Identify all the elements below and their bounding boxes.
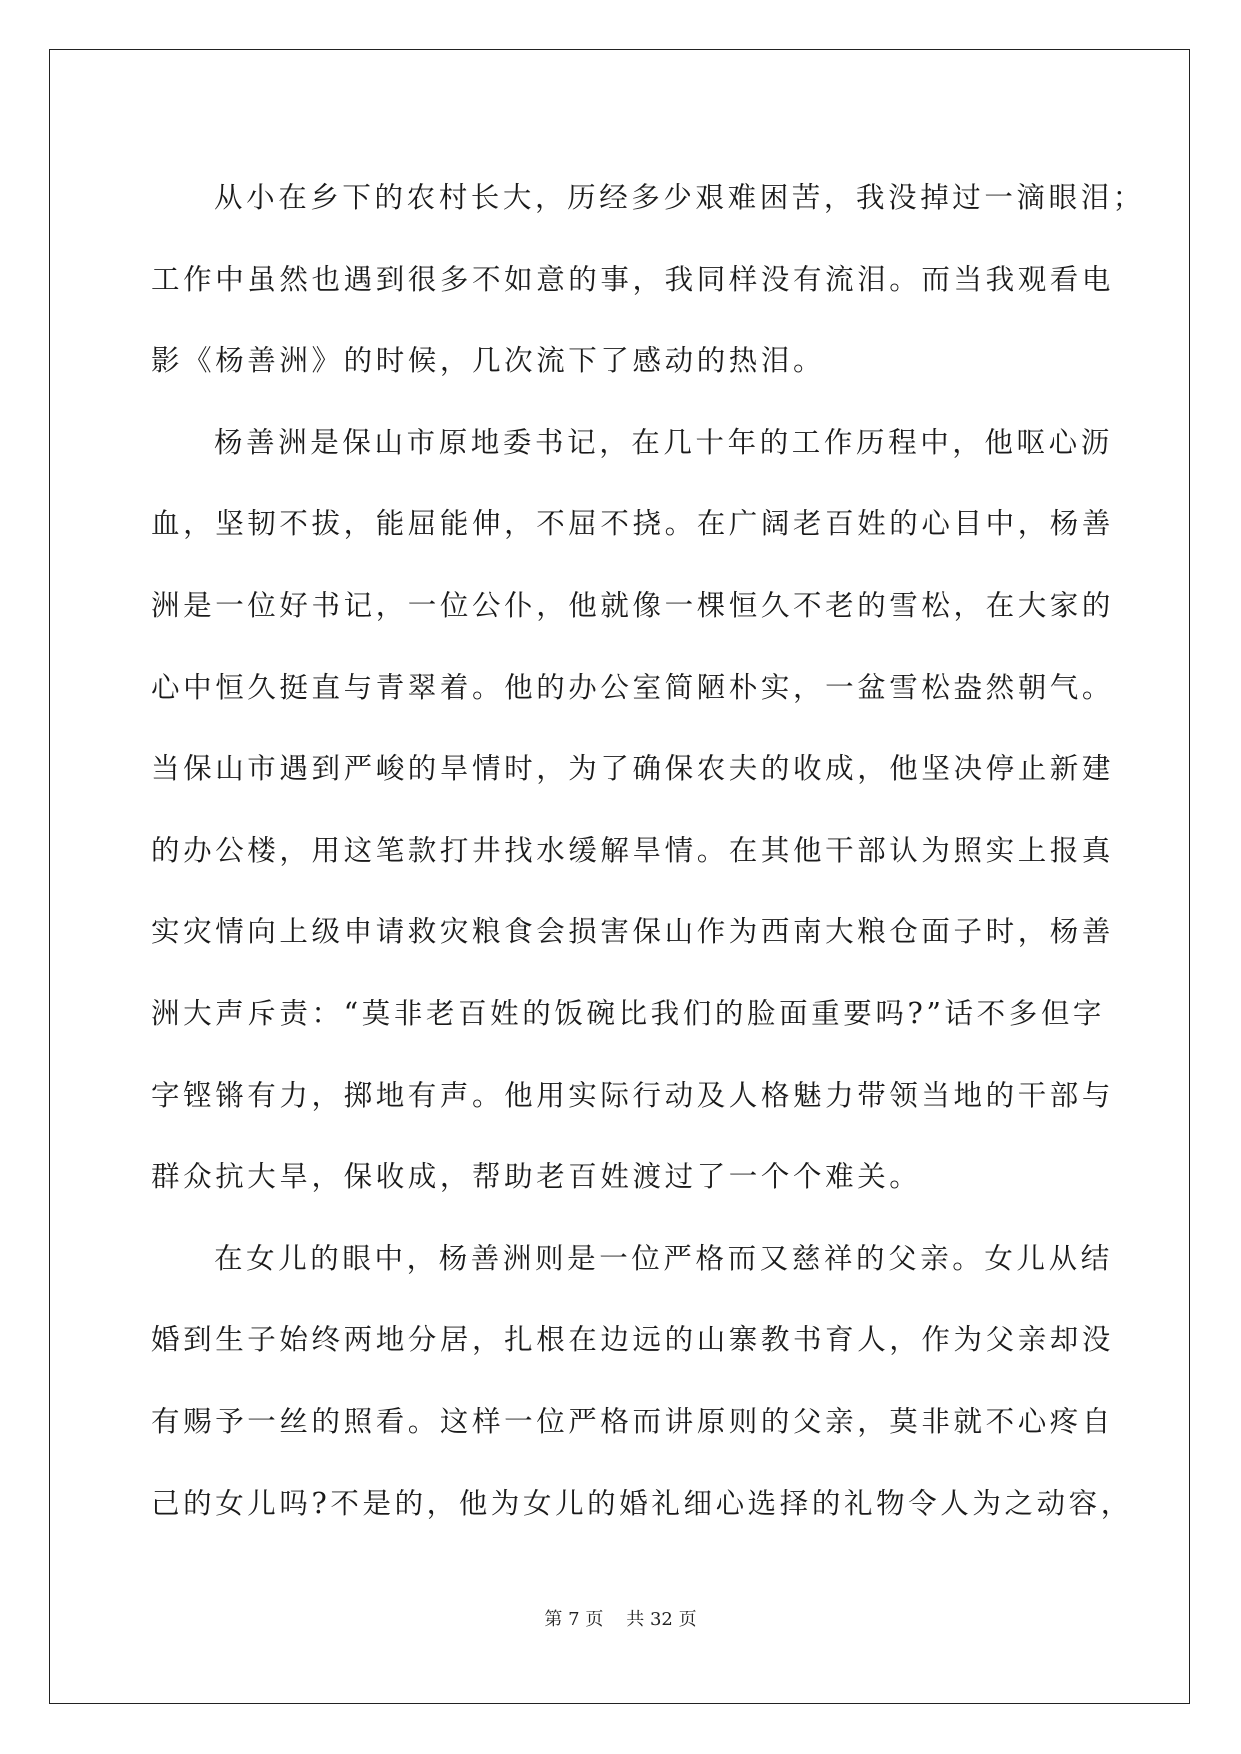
document-body bbox=[151, 157, 1145, 1544]
text-line: 工作中虽然也遇到很多不如意的事，我同样没有流泪。而当我观看电 bbox=[151, 262, 1115, 296]
text-line: 婚到生子始终两地分居，扎根在边远的山寨教书育人，作为父亲却没 bbox=[151, 1323, 1115, 1357]
text-line: 当保山市遇到严峻的旱情时，为了确保农夫的收成，他坚决停止新建 bbox=[151, 752, 1115, 786]
text-line: 群众抗大旱，保收成，帮助老百姓渡过了一个个难关。 bbox=[151, 1160, 922, 1194]
text-line: 从小在乡下的农村长大，历经多少艰难困苦，我没掉过一滴眼泪； bbox=[214, 181, 1145, 214]
text-line: 字铿锵有力，掷地有声。他用实际行动及人格魅力带领当地的干部与 bbox=[151, 1078, 1115, 1112]
text-line: 影《杨善洲》的时候，几次流下了感动的热泪。 bbox=[151, 344, 826, 378]
text-line: 的办公楼，用这笔款打井找水缓解旱情。在其他干部认为照实上报真 bbox=[151, 833, 1115, 867]
text-line: 洲大声斥责：“莫非老百姓的饭碗比我们的脸面重要吗?”话不多但字 bbox=[151, 996, 1106, 1030]
page-total: 共 32 页 bbox=[626, 1609, 697, 1630]
text-line: 己的女儿吗?不是的，他为女儿的婚礼细心选择的礼物令人为之动容， bbox=[151, 1486, 1133, 1520]
text-line: 血，坚韧不拔，能屈能伸，不屈不挠。在广阔老百姓的心目中，杨善 bbox=[151, 507, 1115, 541]
text-line: 有赐予一丝的照看。这样一位严格而讲原则的父亲，莫非就不心疼自 bbox=[151, 1404, 1115, 1438]
text-line: 在女儿的眼中，杨善洲则是一位严格而又慈祥的父亲。女儿从结 bbox=[214, 1241, 1113, 1275]
text-line: 杨善洲是保山市原地委书记，在几十年的工作历程中，他呕心沥 bbox=[214, 425, 1113, 459]
page-number: 第 7 页 bbox=[544, 1609, 604, 1630]
page-footer bbox=[0, 1608, 1241, 1632]
text-line: 洲是一位好书记，一位公仆，他就像一棵恒久不老的雪松，在大家的 bbox=[151, 588, 1115, 622]
text-line: 实灾情向上级申请救灾粮食会损害保山作为西南大粮仓面子时，杨善 bbox=[151, 915, 1115, 949]
text-line: 心中恒久挺直与青翠着。他的办公室简陋朴实，一盆雪松盎然朝气。 bbox=[151, 670, 1115, 704]
